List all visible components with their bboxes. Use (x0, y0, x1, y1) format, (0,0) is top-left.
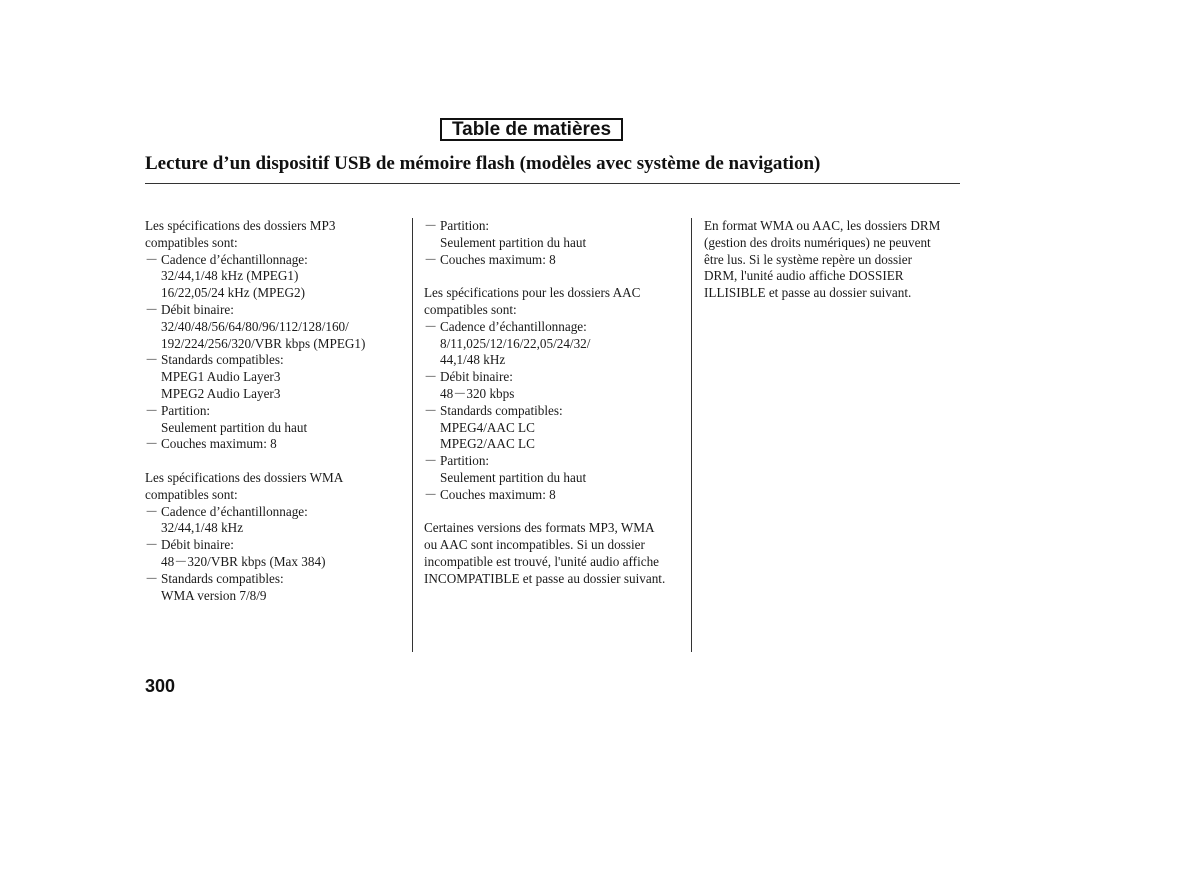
paragraph-gap (424, 504, 686, 521)
bullet-text: Cadence d’échantillonnage: (161, 251, 308, 267)
bullet-line (424, 218, 686, 235)
bullet-text: Standards compatibles: (161, 570, 284, 586)
body-text-line: ILLISIBLE et passe au dossier suivant. (704, 285, 912, 301)
body-text-line: incompatible est trouvé, l'unité audio affiche (424, 553, 660, 569)
body-text-line: En format WMA ou AAC, les dossiers DRM (704, 218, 941, 233)
bullet-text: Partition: (440, 218, 490, 233)
bullet-text: Couches maximum: 8 (440, 251, 556, 267)
body-text-line: ou AAC sont incompatibles. Si un dossier (424, 537, 645, 553)
bullet-line (424, 369, 686, 386)
body-text-line: Les spécifications des dossiers MP3 (145, 218, 336, 233)
bullet-line (145, 436, 407, 453)
body-text-line: (gestion des droits numériques) ne peuvent (704, 234, 931, 250)
body-text-line: Les spécifications pour les dossiers AAC (424, 285, 641, 301)
paragraph-gap (145, 453, 407, 470)
indented-line: Seulement partition du haut (161, 419, 308, 435)
dash-bullet: － (145, 503, 159, 519)
text-column-2 (424, 218, 686, 588)
bullet-text: Partition: (161, 402, 211, 418)
text-column-3 (704, 218, 960, 302)
page-title: Lecture d’un dispositif USB de mémoire flash (modèles avec système de navigation) (145, 153, 821, 174)
body-text-line: DRM, l'unité audio affiche DOSSIER (704, 268, 904, 284)
page-number: 300 (145, 676, 176, 696)
bullet-line (145, 302, 407, 319)
bullet-line (145, 252, 407, 269)
indented-line: Seulement partition du haut (440, 469, 587, 485)
body-text-line: compatibles sont: (424, 301, 517, 317)
body-text-line: Certaines versions des formats MP3, WMA (424, 520, 655, 536)
bullet-line (145, 352, 407, 369)
indented-line: 32/40/48/56/64/80/96/112/128/160/ (161, 318, 349, 334)
bullet-line (145, 571, 407, 588)
body-text-line: INCOMPATIBLE et passe au dossier suivant. (424, 570, 666, 586)
indented-line: 48－320 kbps (440, 385, 515, 401)
bullet-text: Standards compatibles: (440, 402, 563, 418)
dash-bullet: － (145, 570, 159, 586)
bullet-line (424, 453, 686, 470)
indented-line: 32/44,1/48 kHz (161, 520, 244, 536)
indented-line: WMA version 7/8/9 (161, 587, 267, 603)
indented-line: 48－320/VBR kbps (Max 384) (161, 553, 326, 569)
title-divider (145, 183, 960, 184)
bullet-text: Débit binaire: (161, 301, 234, 317)
indented-line: 32/44,1/48 kHz (MPEG1) (161, 268, 299, 284)
dash-bullet: － (424, 453, 438, 469)
dash-bullet: － (145, 352, 159, 368)
dash-bullet: － (145, 402, 159, 418)
dash-bullet: － (424, 218, 438, 233)
body-text-line: compatibles sont: (145, 234, 238, 250)
bullet-line (424, 487, 686, 504)
indented-line: MPEG1 Audio Layer3 (161, 369, 281, 385)
indented-line: MPEG4/AAC LC (440, 419, 535, 435)
bullet-text: Cadence d’échantillonnage: (440, 318, 587, 334)
dash-bullet: － (424, 402, 438, 418)
dash-bullet: － (424, 486, 438, 502)
dash-bullet: － (145, 537, 159, 553)
dash-bullet: － (424, 369, 438, 385)
indented-line: MPEG2/AAC LC (440, 436, 535, 452)
indented-line: 44,1/48 kHz (440, 352, 506, 368)
body-text-line: Les spécifications des dossiers WMA (145, 469, 344, 485)
indented-line: 16/22,05/24 kHz (MPEG2) (161, 285, 305, 301)
bullet-line (145, 403, 407, 420)
bullet-line (424, 319, 686, 336)
body-text-line: être lus. Si le système repère un dossier (704, 251, 913, 267)
column-divider-2 (691, 218, 692, 652)
indented-line: 192/224/256/320/VBR kbps (MPEG1) (161, 335, 366, 351)
indented-line: Seulement partition du haut (440, 234, 587, 250)
bullet-text: Couches maximum: 8 (440, 486, 556, 502)
text-column-1 (145, 218, 407, 604)
bullet-text: Débit binaire: (440, 369, 513, 385)
bullet-line (145, 537, 407, 554)
column-divider-1 (412, 218, 413, 652)
bullet-text: Cadence d’échantillonnage: (161, 503, 308, 519)
body-text-line: compatibles sont: (145, 486, 238, 502)
indented-line: 8/11,025/12/16/22,05/24/32/ (440, 335, 591, 351)
indented-line: MPEG2 Audio Layer3 (161, 385, 281, 401)
dash-bullet: － (145, 251, 159, 267)
dash-bullet: － (145, 301, 159, 317)
bullet-line (145, 504, 407, 521)
bullet-line (424, 403, 686, 420)
bullet-text: Débit binaire: (161, 537, 234, 553)
dash-bullet: － (424, 318, 438, 334)
bullet-text: Partition: (440, 453, 490, 469)
dash-bullet: － (145, 436, 159, 452)
bullet-text: Standards compatibles: (161, 352, 284, 368)
table-of-contents-button[interactable]: Table de matières (440, 118, 623, 141)
bullet-line (424, 252, 686, 269)
paragraph-gap (424, 268, 686, 285)
bullet-text: Couches maximum: 8 (161, 436, 277, 452)
dash-bullet: － (424, 251, 438, 267)
